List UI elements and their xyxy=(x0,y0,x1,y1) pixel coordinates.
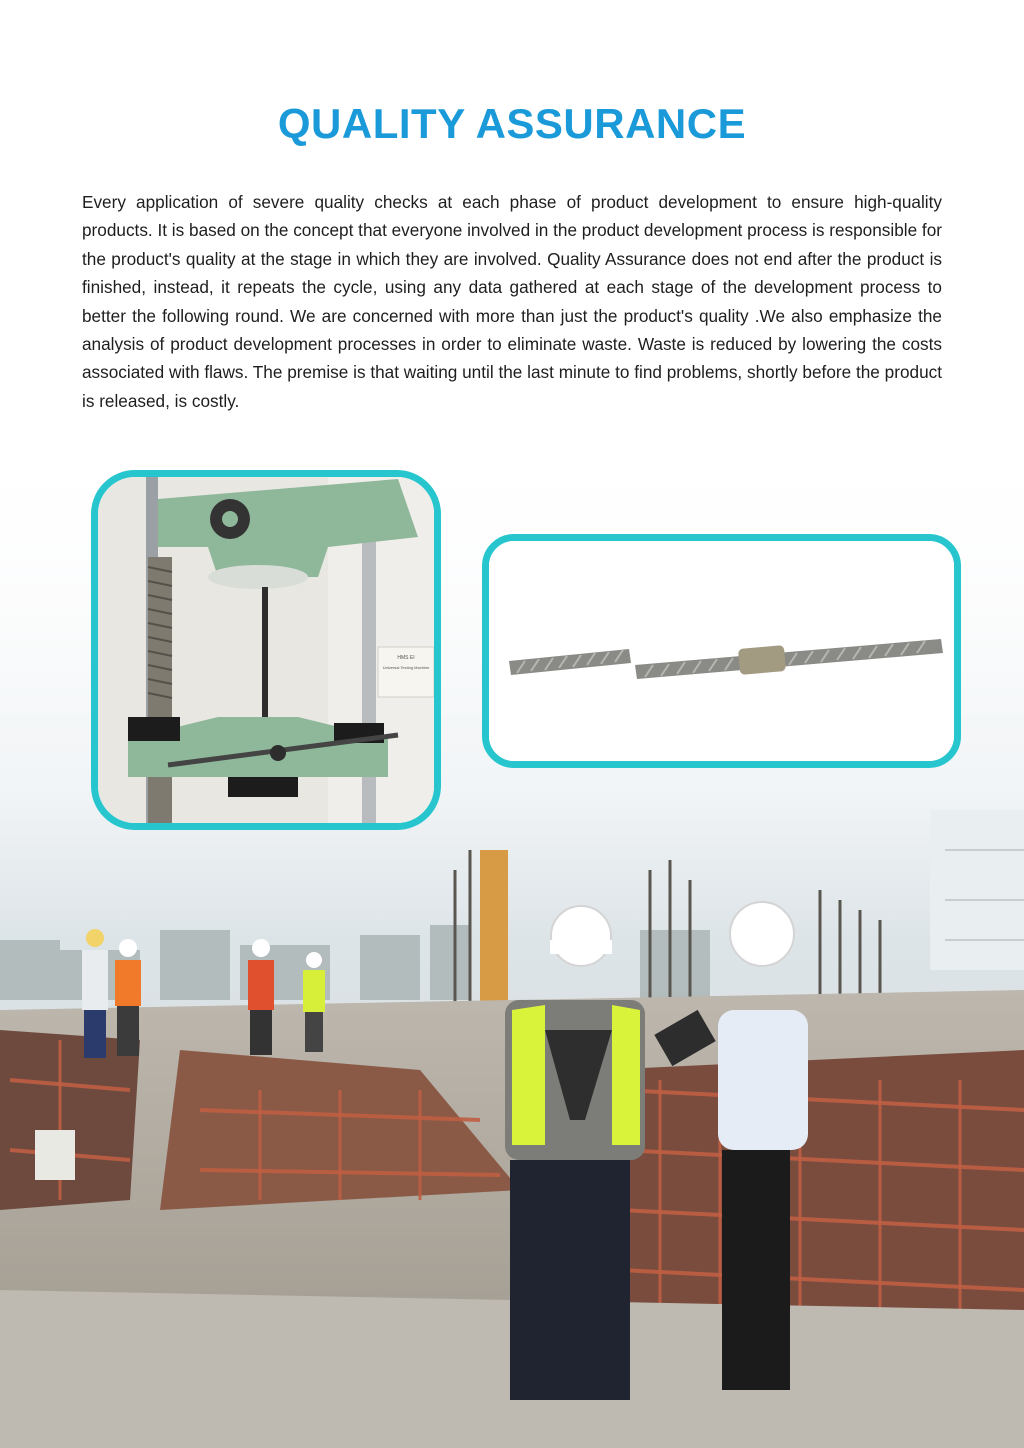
rebar-coupler-photo xyxy=(482,534,961,768)
testing-machine-photo xyxy=(91,470,441,830)
page-title: QUALITY ASSURANCE xyxy=(277,100,747,147)
placard-text: HMS EI xyxy=(397,655,415,661)
placard-label: Universal Testing Machine xyxy=(382,665,430,670)
intro-paragraph: Every application of severe quality checks at each phase of product development to ensure high-quality products. It is based on the concept that everyone involved in the product development process is responsible for the product's quality at the stage in which they are involved. Quality Assurance does not end after the product is finished, instead, it repeats the cycle, using any data gathered at each stage of the development process to better the following round. We are concerned with more than just the product's quality .We also emphasize the analysis of product development processes in order to eliminate waste. Waste is reduced by lowering the costs associated with flaws. The premise is that waiting until the last minute to find problems, shortly before the product is released, is costly. xyxy=(82,192,942,411)
